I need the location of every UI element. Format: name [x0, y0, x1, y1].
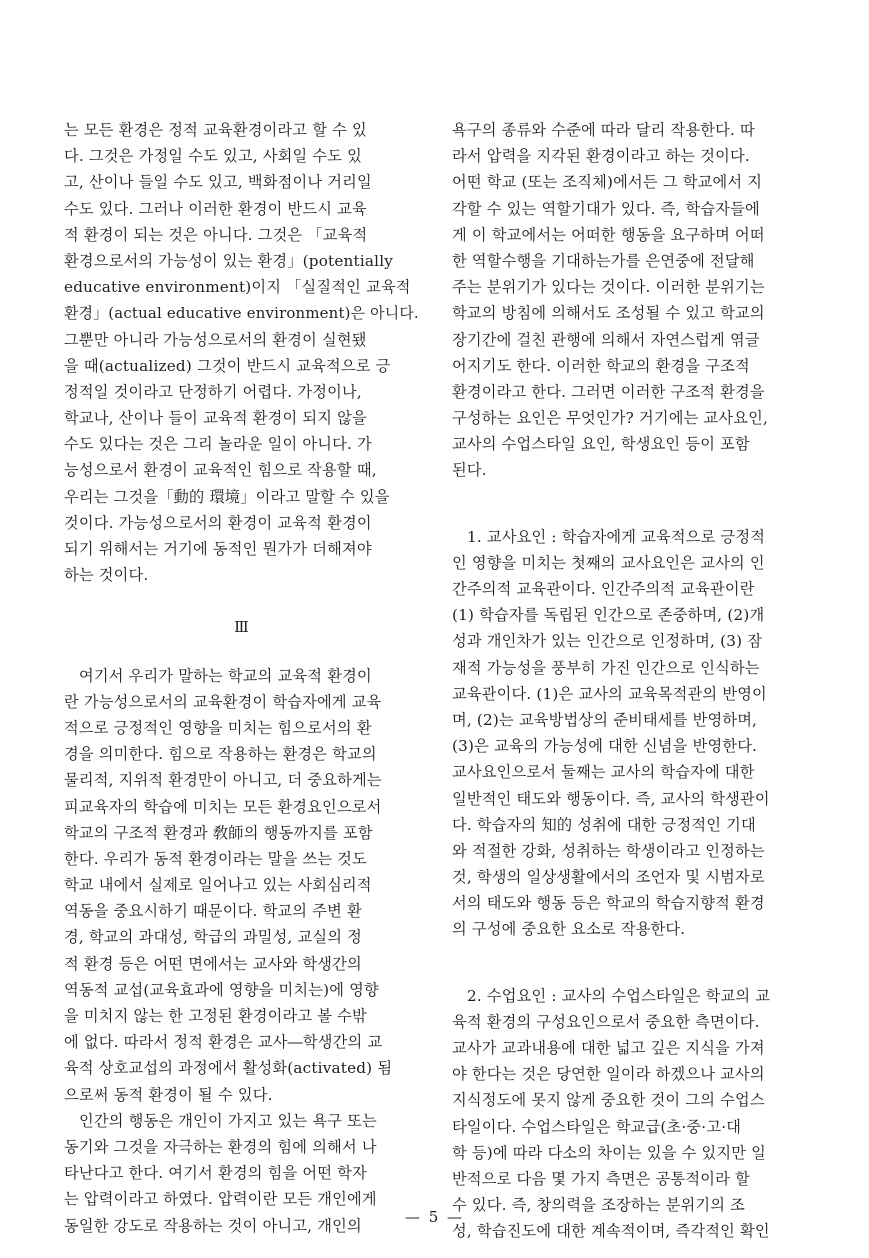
spacer	[452, 943, 808, 983]
text-line: 되기 위해서는 거기에 동적인 뭔가가 더해져야	[64, 540, 372, 558]
text-line: 을 때(actualized) 그것이 반드시 교육적으로 긍	[64, 356, 391, 375]
text-line: 다. 학습자의 知的 성취에 대한 긍정적인 기대	[452, 815, 756, 834]
text-line: 학교 내에서 실제로 일어나고 있는 사회심리적	[64, 876, 372, 895]
text-line: 육적 환경의 구성요인으로서 중요한 측면이다.	[452, 1012, 760, 1031]
paragraph-static-environment	[64, 117, 419, 588]
text-line: 장기간에 걸친 관행에 의해서 자연스럽게 엮글	[452, 330, 760, 349]
text-line: 며, (2)는 교육방법상의 준비태세를 반영하며,	[452, 710, 758, 729]
paragraph-teacher-factor	[452, 524, 808, 943]
text-line: 육적 상호교섭의 과정에서 활성화(activated) 됨	[64, 1059, 393, 1078]
text-line: 다. 그것은 가정일 수도 있고, 사회일 수도 있	[64, 147, 363, 166]
text-line: 각할 수 있는 역할기대가 있다. 즉, 학습자들에	[452, 199, 760, 218]
text-line: 어떤 학교 (또는 조직체)에서든 그 학교에서 지	[452, 173, 763, 192]
spacer	[64, 588, 419, 614]
text-line: 타난다고 한다. 여기서 환경의 힘을 어떤 학자	[64, 1164, 367, 1183]
right-column	[452, 117, 808, 1245]
text-line: 성과 개인차가 있는 인간으로 인정하며, (3) 잠	[452, 632, 763, 651]
text-line: 역동적 교섭(교육효과에 영향을 미치는)에 영향	[64, 980, 379, 999]
text-line: (1) 학습자를 독립된 인간으로 존중하며, (2)개	[452, 606, 765, 625]
spacer	[64, 641, 419, 663]
text-line: 것, 학생의 일상생활에서의 조언자 및 시범자로	[452, 868, 765, 887]
text-line: 의 구성에 중요한 요소로 작용한다.	[452, 920, 686, 939]
text-line: 지식정도에 못지 않게 중요한 것이 그의 수업스	[452, 1091, 765, 1110]
section-numeral: Ⅲ	[234, 618, 249, 637]
text-line: 욕구의 종류와 수준에 따라 달리 작용한다. 따	[452, 121, 755, 139]
text-line: 구성하는 요인은 무엇인가? 거기에는 교사요인,	[452, 409, 769, 428]
text-line: 타일이다. 수업스타일은 학교급(초·중·고·대	[452, 1117, 742, 1136]
text-line: 학교의 구조적 환경과 敎師의 행동까지를 포함	[64, 823, 373, 842]
text-line: 우리는 그것을「動的 環境」이라고 말할 수 있을	[64, 487, 390, 506]
text-line: 수도 있다. 그러나 이러한 환경이 반드시 교육	[64, 199, 367, 218]
text-line: 2. 수업요인 : 교사의 수업스타일은 학교의 교	[467, 986, 771, 1005]
text-line: 하는 것이다.	[64, 566, 149, 585]
text-line: 야 한다는 것은 당연한 일이라 하겠으나 교사의	[452, 1065, 765, 1084]
text-line: 환경」(actual educative environment)은 아니다.	[64, 304, 419, 323]
text-line: 는 모든 환경은 정적 교육환경이라고 할 수 있	[64, 121, 367, 139]
text-line: 일반적인 태도와 행동이다. 즉, 교사의 학생관이	[452, 789, 770, 808]
text-line: 서의 태도와 행동 등은 학교의 학습지향적 환경	[452, 894, 765, 913]
text-line: 동기와 그것을 자극하는 환경의 힘에 의해서 나	[64, 1137, 377, 1156]
text-line: 는 압력이라고 하였다. 압력이란 모든 개인에게	[64, 1190, 377, 1209]
page-number: — 5 —	[404, 1208, 465, 1226]
text-line: 학교의 방침에 의해서도 조성될 수 있고 학교의	[452, 304, 765, 323]
text-line: 환경이라고 한다. 그러면 이러한 구조적 환경을	[452, 382, 765, 401]
text-line: 한다. 우리가 동적 환경이라는 말을 쓰는 것도	[64, 849, 367, 868]
text-line: 경, 학교의 과대성, 학급의 과밀성, 교실의 정	[64, 928, 363, 947]
text-line: 을 미치지 않는 한 고정된 환경이라고 볼 수밖	[64, 1007, 367, 1025]
text-line: 동일한 강도로 작용하는 것이 아니고, 개인의	[64, 1216, 362, 1235]
text-line: 에 없다. 따라서 정적 환경은 교사―학생간의 교	[64, 1033, 383, 1052]
text-line: 적으로 긍정적인 영향을 미치는 힘으로서의 환	[64, 718, 372, 737]
left-column	[64, 117, 419, 1239]
text-line: 수 있다. 즉, 창의력을 조장하는 분위기의 조	[452, 1196, 746, 1215]
text-line: 교사요인으로서 둘째는 교사의 학습자에 대한	[452, 763, 755, 782]
text-line: 역동을 중요시하기 때문이다. 학교의 주변 환	[64, 902, 362, 921]
text-line: 적 환경이 되는 것은 아니다. 그것은 「교육적	[64, 225, 368, 244]
text-line: 수도 있다는 것은 그리 놀라운 일이 아니다. 가	[64, 435, 372, 454]
text-line: 여기서 우리가 말하는 학교의 교육적 환경이	[79, 666, 372, 685]
text-line: (3)은 교육의 가능성에 대한 신념을 반영한다.	[452, 737, 758, 756]
text-line: 어지기도 한다. 이러한 학교의 환경을 구조적	[452, 356, 750, 375]
text-line: 인간의 행동은 개인이 가지고 있는 욕구 또는	[79, 1111, 377, 1130]
text-line: 재적 가능성을 풍부히 가진 인간으로 인식하는	[452, 658, 760, 677]
text-line: 1. 교사요인 : 학습자에게 교육적으로 긍정적	[467, 527, 766, 546]
text-line: 정적일 것이라고 단정하기 어렵다. 가정이나,	[64, 382, 362, 401]
paragraph-dynamic-environment	[64, 663, 419, 1239]
text-line: 주는 분위기가 있다는 것이다. 이러한 분위기는	[452, 278, 765, 297]
text-line: 학교나, 산이나 들이 교육적 환경이 되지 않을	[64, 409, 367, 428]
paragraph-structural-environment	[452, 117, 808, 484]
text-line: 적 환경 등은 어떤 면에서는 교사와 학생간의	[64, 954, 362, 973]
text-line: 학 등)에 따라 다소의 차이는 있을 수 있지만 일	[452, 1143, 767, 1162]
text-line: educative environment)이지 「실질적인 교육적	[64, 278, 411, 297]
text-line: 것이다. 가능성으로서의 환경이 교육적 환경이	[64, 513, 372, 532]
text-line: 능성으로서 환경이 교육적인 힘으로 작용할 때,	[64, 461, 377, 480]
text-line: 간주의적 교육관이다. 인간주의적 교육관이란	[452, 580, 755, 598]
spacer	[452, 484, 808, 524]
text-line: 반적으로 다음 몇 가지 측면은 공통적이라 할	[452, 1169, 750, 1188]
text-line: 교사의 수업스타일 요인, 학생요인 등이 포함	[452, 435, 750, 454]
text-line: 교사가 교과내용에 대한 넓고 깊은 지식을 가져	[452, 1039, 765, 1057]
text-line: 경을 의미한다. 힘으로 작용하는 환경은 학교의	[64, 745, 377, 764]
text-line: 게 이 학교에서는 어떠한 행동을 요구하며 어떠	[452, 225, 765, 244]
text-line: 한 역할수행을 기대하는가를 은연중에 전달해	[452, 251, 755, 270]
text-line: 교육관이다. (1)은 교사의 교육목적관의 반영이	[452, 684, 767, 703]
text-line: 인 영향을 미치는 첫째의 교사요인은 교사의 인	[452, 553, 765, 572]
text-line: 으로써 동적 환경이 될 수 있다.	[64, 1085, 273, 1104]
paragraph-instruction-factor	[452, 983, 808, 1245]
text-line: 그뿐만 아니라 가능성으로서의 환경이 실현됐	[64, 330, 367, 349]
text-line: 된다.	[452, 461, 487, 480]
text-line: 피교육자의 학습에 미치는 모든 환경요인으로서	[64, 797, 382, 816]
text-line: 고, 산이나 들일 수도 있고, 백화점이나 거리일	[64, 173, 372, 192]
text-line: 와 적절한 강화, 성취하는 학생이라고 인정하는	[452, 841, 765, 860]
text-line: 란 가능성으로서의 교육환경이 학습자에게 교육	[64, 692, 382, 711]
text-line: 환경으로서의 가능성이 있는 환경」(potentially	[64, 251, 394, 270]
text-line: 성, 학습진도에 대한 계속적이며, 즉각적인 확인	[452, 1222, 770, 1241]
text-line: 물리적, 지위적 환경만이 아니고, 더 중요하게는	[64, 771, 382, 790]
text-line: 라서 압력을 지각된 환경이라고 하는 것이다.	[452, 147, 750, 166]
